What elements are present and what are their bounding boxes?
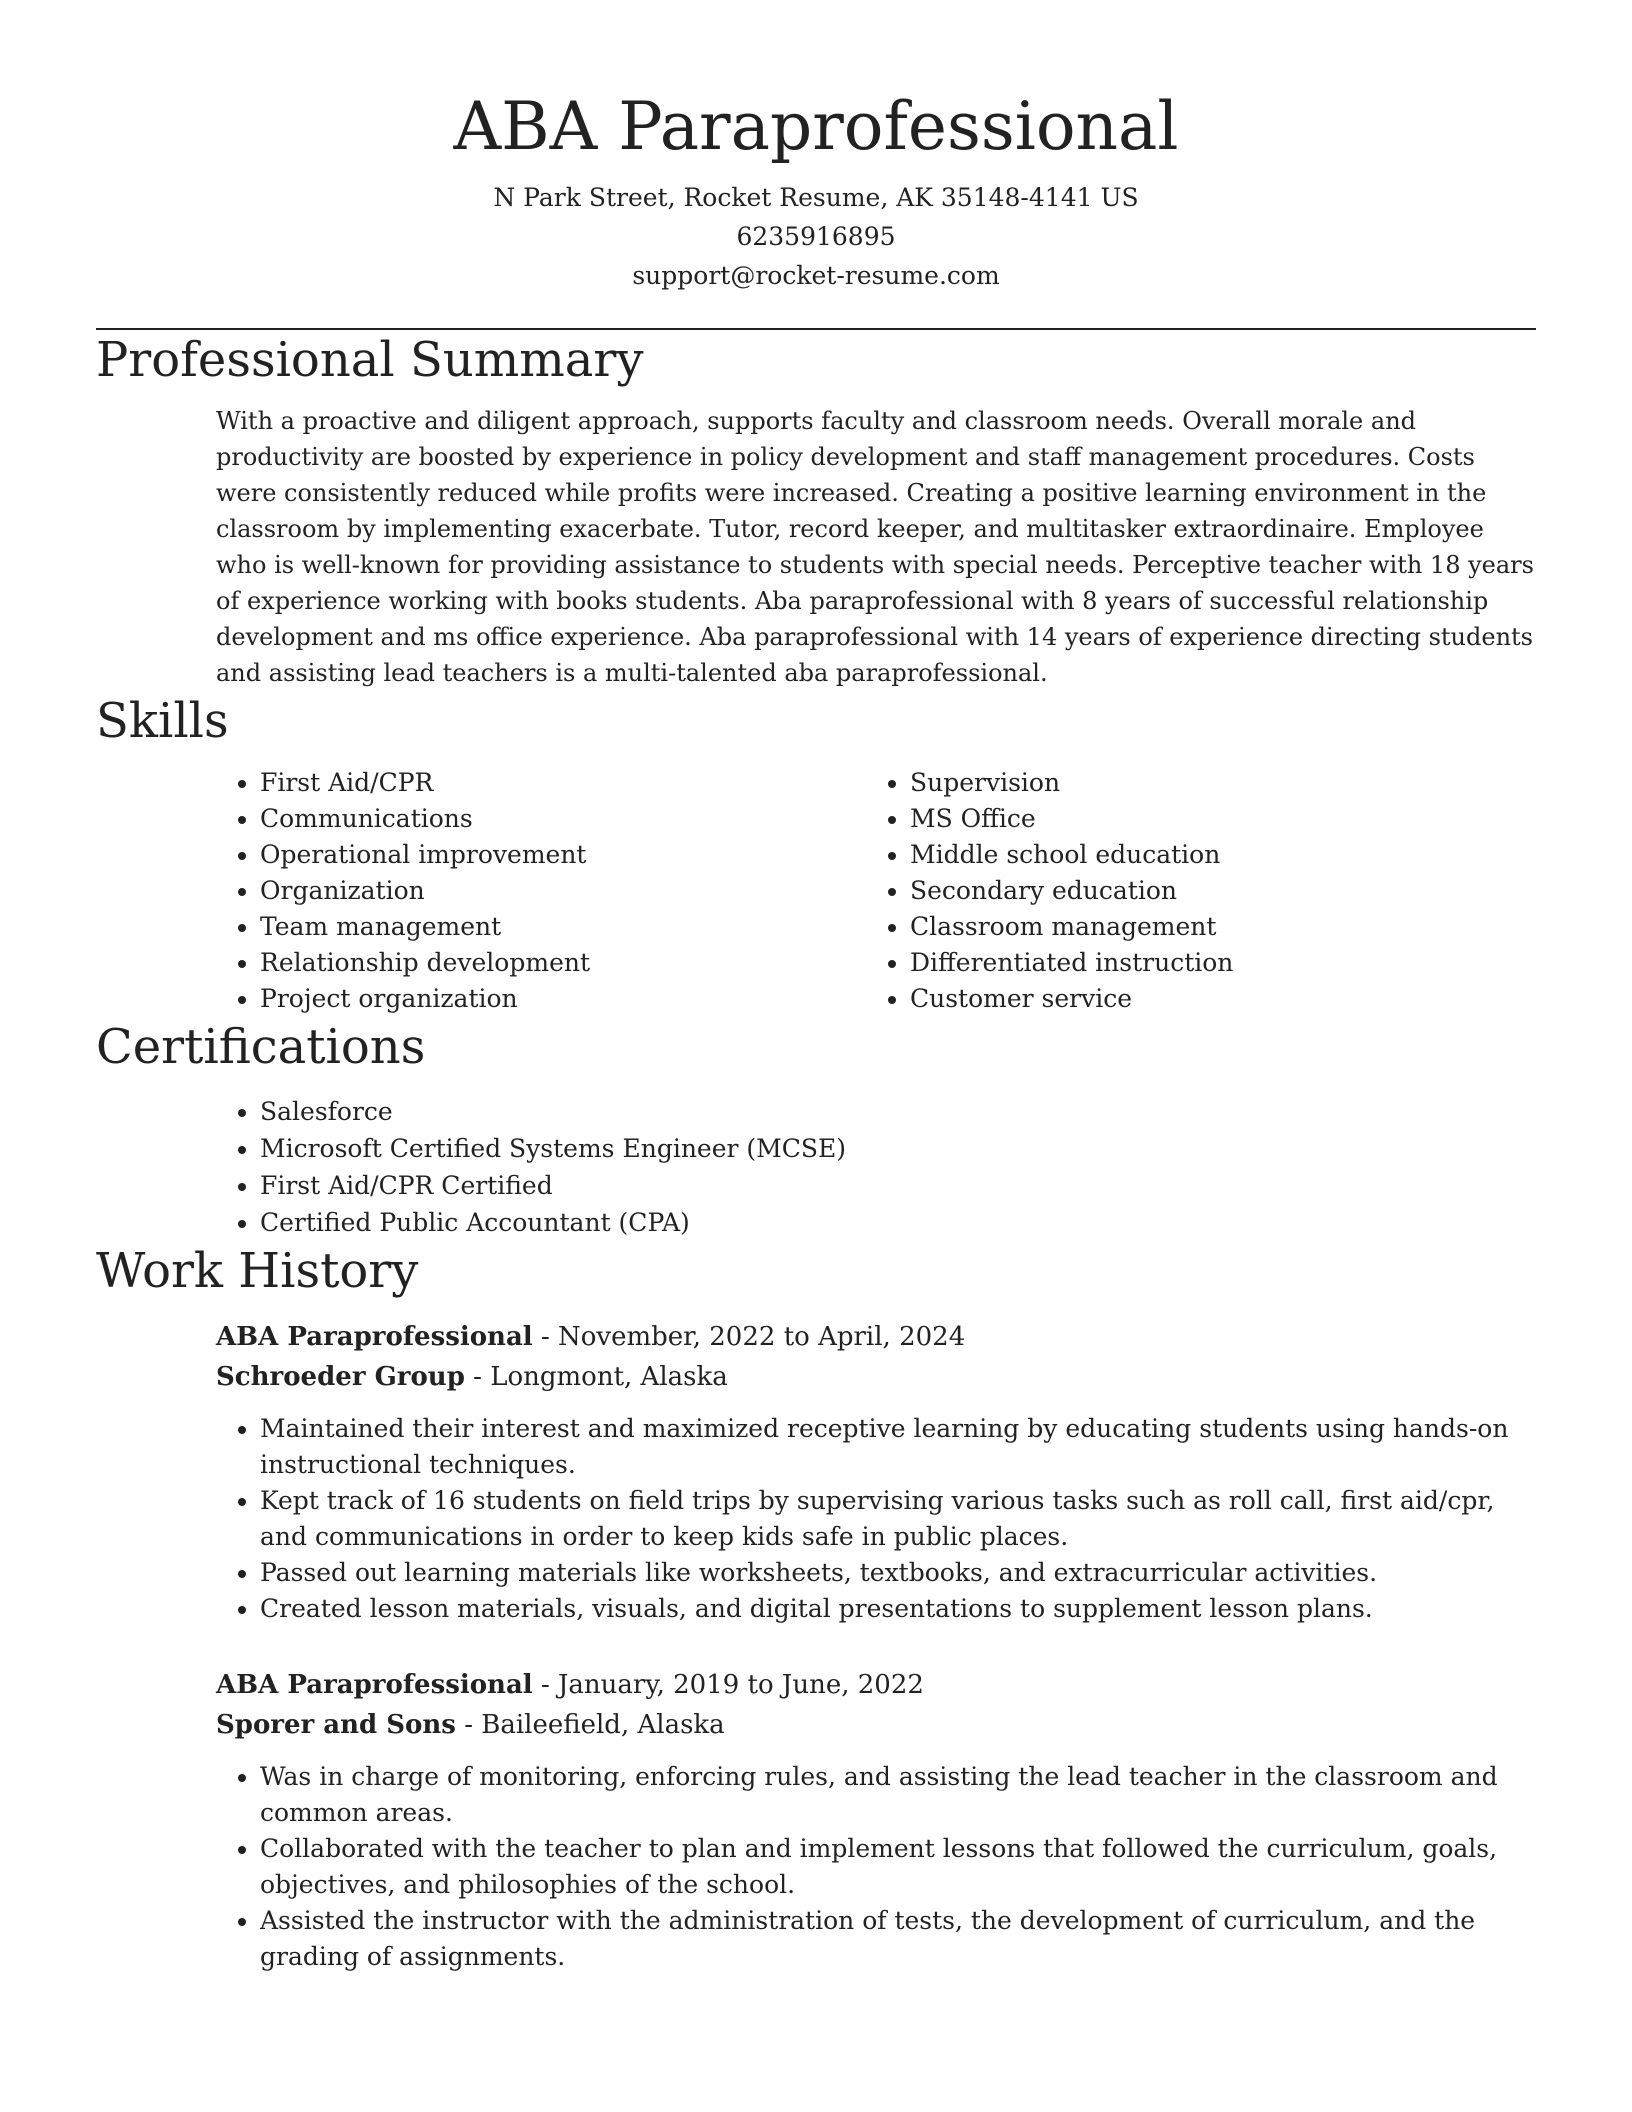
job-duties-list [216,1759,1536,1975]
job-entry [216,1665,1536,1975]
skill-item: • Customer service [910,981,1516,1017]
job-dates: - November, 2022 to April, 2024 [532,1322,966,1352]
resume-header [96,0,1536,295]
job-title-line [216,1317,1536,1357]
skill-item: • Project organization [260,981,866,1017]
skills-column-right [866,765,1516,1017]
skill-item: • Middle school education [910,837,1516,873]
job-dates: - January, 2019 to June, 2022 [532,1670,924,1700]
job-duty: • Collaborated with the teacher to plan and implement lessons that followed the curriculum, goals, objectives, and philosophies of the school. [260,1831,1536,1903]
skill-item: • Differentiated instruction [910,945,1516,981]
job-duty: • Kept track of 16 students on field trips by supervising various tasks such as roll call, first aid/cpr, and communications in order to keep kids safe in public places. [260,1483,1536,1555]
address: N Park Street, Rocket Resume, AK 35148-4141 US [493,183,1139,212]
job-title-line [216,1665,1536,1705]
certification-item: • Certified Public Accountant (CPA) [260,1204,1536,1241]
job-company: Sporer and Sons [216,1710,456,1740]
skill-item: • Supervision [910,765,1516,801]
candidate-name: ABA Paraprofessional [453,88,1179,165]
job-duty: • Assisted the instructor with the administration of tests, the development of curriculum, and the grading of assignments. [260,1903,1536,1975]
summary-heading: Professional Summary [96,332,644,388]
job-entry [216,1317,1536,1627]
work-history-heading: Work History [96,1243,419,1299]
skills-column-left [216,765,866,1017]
skill-item: • Communications [260,801,866,837]
certification-item: • First Aid/CPR Certified [260,1167,1536,1204]
job-duty: • Created lesson materials, visuals, and digital presentations to supplement lesson plans. [260,1591,1536,1627]
skill-item: • MS Office [910,801,1516,837]
skill-item: • Relationship development [260,945,866,981]
skill-item: • Team management [260,909,866,945]
job-company: Schroeder Group [216,1362,465,1392]
skill-item: • First Aid/CPR [260,765,866,801]
job-company-line [216,1705,1536,1745]
job-duty: • Was in charge of monitoring, enforcing rules, and assisting the lead teacher in the classroom and common areas. [260,1759,1536,1831]
skill-item: • Classroom management [910,909,1516,945]
job-duties-list [216,1411,1536,1627]
job-role: ABA Paraprofessional [216,1670,533,1700]
certifications-heading: Certifications [96,1019,426,1075]
skills-grid [216,765,1536,1017]
certification-item: • Salesforce [260,1093,1536,1130]
job-location: - Longmont, Alaska [464,1362,728,1392]
resume-page [96,0,1536,1975]
phone-number: 6235916895 [736,222,896,251]
job-location: - Baileefield, Alaska [455,1710,725,1740]
job-company-line [216,1357,1536,1397]
job-duty: • Passed out learning materials like worksheets, textbooks, and extracurricular activities. [260,1555,1536,1591]
email-address: support@rocket-resume.com [632,261,1000,290]
contact-info [96,178,1536,295]
certifications-list [216,1093,1536,1241]
skill-item: • Secondary education [910,873,1516,909]
skills-heading: Skills [96,693,229,749]
skill-item: • Operational improvement [260,837,866,873]
job-role: ABA Paraprofessional [216,1322,533,1352]
summary-text: With a proactive and diligent approach, supports faculty and classroom needs. Overall morale and productivity are boosted by experience in policy development and staff management procedures. Costs were consistently reduced while profits were increased. Creating a positive learning environment in the classroom by implementing exacerbate. Tutor, record keeper, and multitasker extraordinaire. Employee who is well-known for providing assistance to students with special needs. Perceptive teacher with 18 years of experience working with books students. Aba paraprofessional with 8 years of successful relationship development and ms office experience. Aba paraprofessional with 14 years of experience directing students and assisting lead teachers is a multi-talented aba paraprofessional. [216,407,1534,687]
skill-item: • Organization [260,873,866,909]
certification-item: • Microsoft Certified Systems Engineer (MCSE) [260,1130,1536,1167]
job-duty: • Maintained their interest and maximized receptive learning by educating students using hands-on instructional techniques. [260,1411,1536,1483]
